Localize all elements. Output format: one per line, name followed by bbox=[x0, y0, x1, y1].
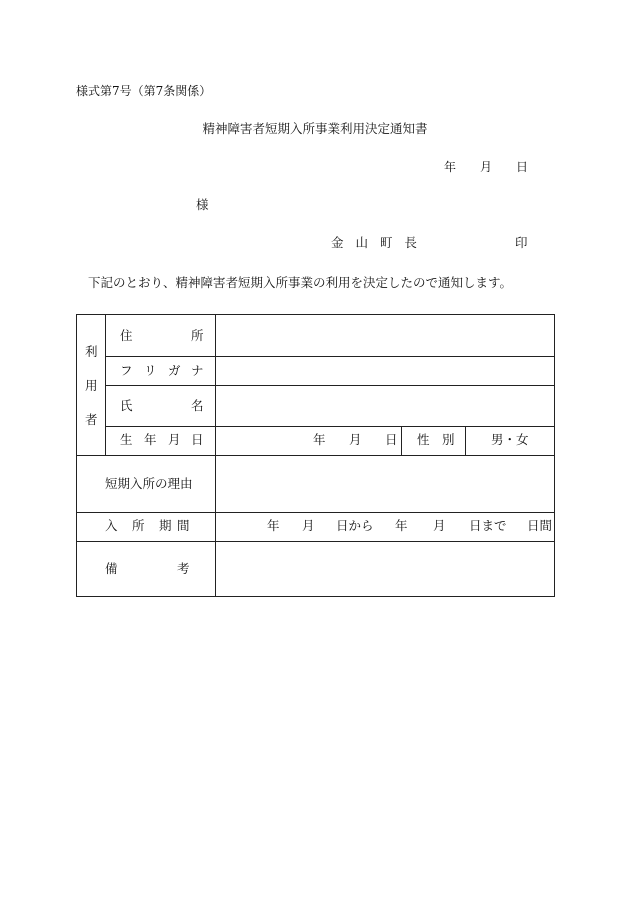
period-end-year: 年 bbox=[395, 518, 408, 533]
user-group-label-2: 用 bbox=[85, 378, 98, 393]
name-label-1: 氏 bbox=[120, 398, 133, 413]
period-label-1: 入 bbox=[105, 518, 118, 533]
recipient-honorific: 様 bbox=[196, 197, 209, 212]
birthdate-day: 日 bbox=[385, 432, 398, 447]
period-start-day: 日から bbox=[336, 518, 374, 533]
document-title: 精神障害者短期入所事業利用決定通知書 bbox=[202, 121, 428, 136]
name-label-2: 名 bbox=[191, 398, 204, 413]
address-label-2: 所 bbox=[191, 328, 204, 343]
period-start-month: 月 bbox=[302, 518, 315, 533]
birthdate-label-1: 生 bbox=[120, 432, 133, 447]
furigana-label-2: リ bbox=[144, 363, 157, 378]
furigana-label-1: フ bbox=[120, 363, 133, 378]
issue-date-day: 日 bbox=[516, 160, 529, 174]
birthdate-month: 月 bbox=[349, 432, 362, 447]
period-start-year: 年 bbox=[267, 518, 280, 533]
birthdate-label-3: 月 bbox=[168, 432, 181, 447]
furigana-label-4: ナ bbox=[191, 363, 204, 378]
gender-label: 性 別 bbox=[417, 432, 455, 447]
row-divider bbox=[77, 512, 554, 513]
seal-mark: 印 bbox=[515, 235, 528, 250]
gender-options[interactable]: 男・女 bbox=[491, 432, 529, 447]
address-field[interactable] bbox=[216, 315, 556, 356]
period-label-3: 期 bbox=[159, 518, 172, 533]
period-end-day: 日まで bbox=[469, 518, 507, 533]
body-text: 下記のとおり、精神障害者短期入所事業の利用を決定したので通知します。 bbox=[88, 275, 513, 290]
remarks-field[interactable] bbox=[216, 542, 556, 597]
column-divider bbox=[401, 426, 402, 455]
address-label-1: 住 bbox=[120, 328, 133, 343]
issuer-name: 金 山 町 長 bbox=[331, 235, 421, 250]
period-end-month: 月 bbox=[433, 518, 446, 533]
furigana-field[interactable] bbox=[216, 357, 556, 385]
column-divider bbox=[465, 426, 466, 455]
notice-table bbox=[76, 314, 555, 597]
name-field[interactable] bbox=[216, 386, 556, 426]
user-group-label-1: 利 bbox=[85, 344, 98, 359]
form-number: 様式第7号（第7条関係） bbox=[76, 84, 212, 98]
period-label-4: 間 bbox=[177, 518, 190, 533]
birthdate-label-4: 日 bbox=[191, 432, 204, 447]
reason-label: 短期入所の理由 bbox=[105, 476, 193, 491]
issue-date-year: 年 bbox=[444, 160, 457, 174]
reason-field[interactable] bbox=[216, 456, 556, 512]
column-divider bbox=[105, 315, 106, 455]
furigana-label-3: ガ bbox=[168, 363, 181, 378]
birthdate-label-2: 年 bbox=[144, 432, 157, 447]
row-divider bbox=[106, 426, 554, 427]
remarks-label-2: 考 bbox=[177, 561, 190, 576]
period-label-2: 所 bbox=[132, 518, 145, 533]
period-days: 日間 bbox=[527, 518, 553, 533]
remarks-label-1: 備 bbox=[105, 561, 118, 576]
birthdate-year: 年 bbox=[313, 432, 326, 447]
user-group-label-3: 者 bbox=[85, 412, 98, 427]
issue-date-month: 月 bbox=[480, 160, 493, 174]
